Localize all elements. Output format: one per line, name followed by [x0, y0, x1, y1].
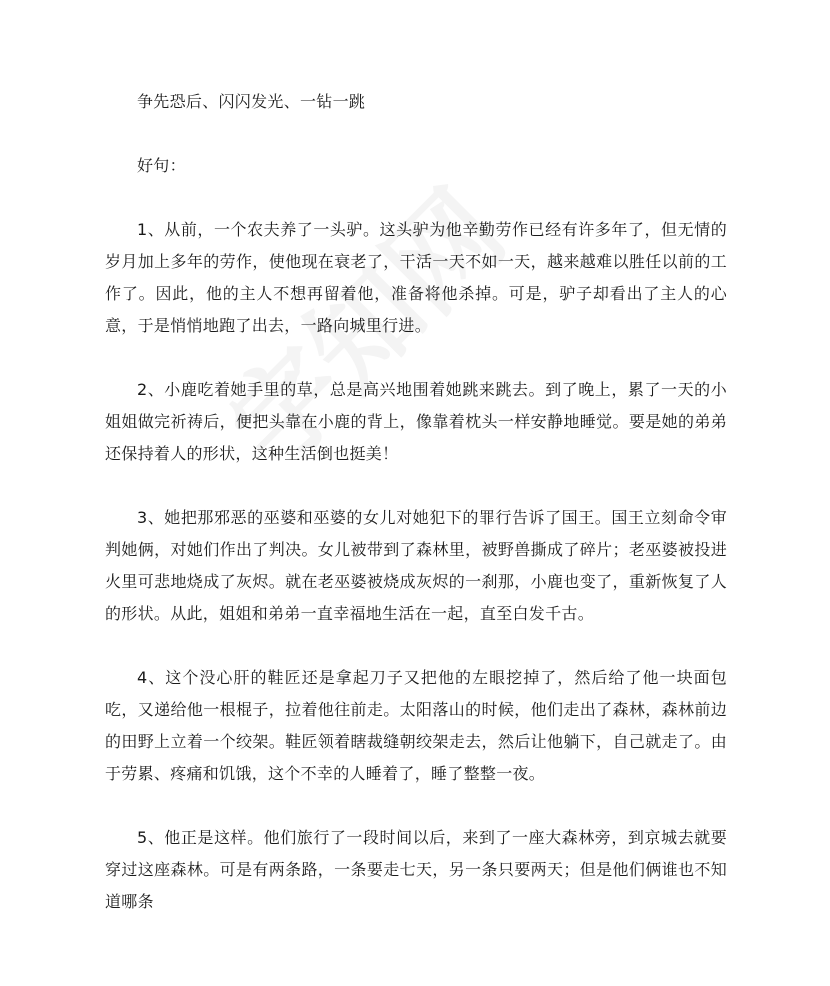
sentence-item-3: 3、她把那邪恶的巫婆和巫婆的女儿对她犯下的罪行告诉了国王。国王立刻命令审判她俩，对她们作出了判决。女儿被带到了森林里，被野兽撕成了碎片；老巫婆被投进火里可悲地烧成了灰烬。就在老巫婆被烧成灰烬的一刹那，小鹿也变了，重新恢复了人的形状。从此，姐姐和弟弟一直幸福地生活在一起，直至白发千古。 — [105, 508, 727, 623]
sentence-item-2: 2、小鹿吃着她手里的草，总是高兴地围着她跳来跳去。到了晚上，累了一天的小姐姐做完祈祷后，便把头靠在小鹿的背上，像靠着枕头一样安静地睡觉。要是她的弟弟还保持着人的形状，这种生活倒也挺美！ — [105, 380, 727, 463]
document-page — [105, 86, 727, 950]
sentence-item-5: 5、他正是这样。他们旅行了一段时间以后，来到了一座大森林旁，到京城去就要穿过这座森林。可是有两条路，一条要走七天，另一条只要两天；但是他们俩谁也不知道哪条 — [105, 828, 727, 911]
words-line: 争先恐后、闪闪发光、一钻一跳 — [137, 92, 366, 111]
sentence-item-4: 4、这个没心肝的鞋匠还是拿起刀子又把他的左眼挖掉了，然后给了他一块面包吃，又递给他一根棍子，拉着他往前走。太阳落山的时候，他们走出了森林，森林前边的田野上立着一个绞架。鞋匠领着瞎裁缝朝绞架走去，然后让他躺下，自己就走了。由于劳累、疼痛和饥饿，这个不幸的人睡着了，睡了整整一夜。 — [105, 668, 727, 783]
good-sentences-heading: 好句： — [137, 156, 186, 175]
sentence-item-1: 1、从前，一个农夫养了一头驴。这头驴为他辛勤劳作已经有许多年了，但无情的岁月加上多年的劳作，使他现在衰老了，干活一天不如一天，越来越难以胜任以前的工作了。因此，他的主人不想再留着他，准备将他杀掉。可是，驴子却看出了主人的心意，于是悄悄地跑了出去，一路向城里行进。 — [105, 220, 727, 335]
